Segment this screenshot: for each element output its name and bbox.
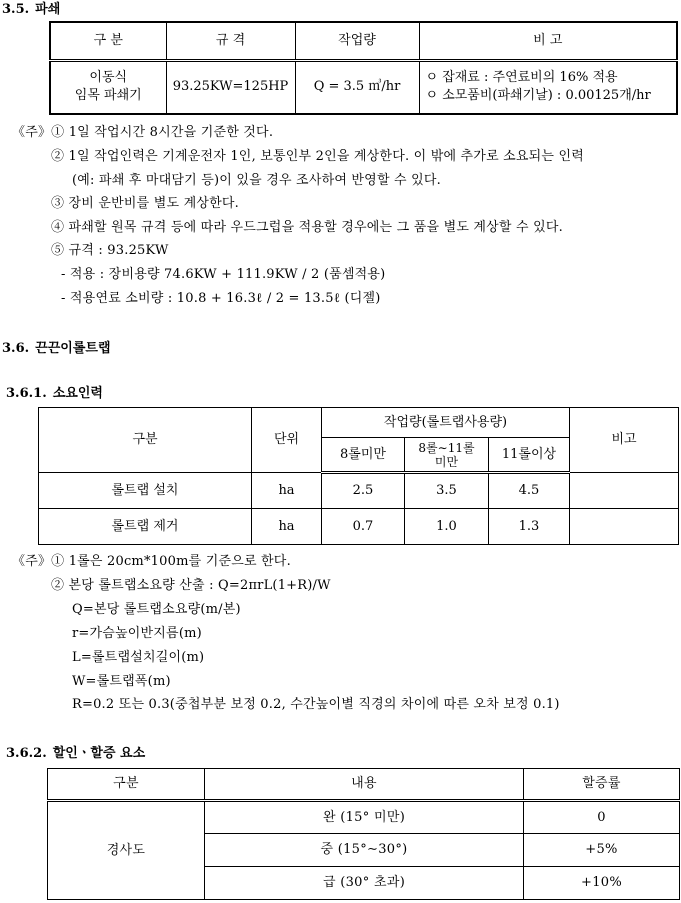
note-3-6-1-2: ② 본당 롤트랩소요량 산출 : Q=2πrL(1+R)/W — [51, 578, 331, 593]
row-unit: ha — [252, 509, 322, 545]
note-3-5-5-apply: - 적용 : 장비용량 74.6KW + 111.9KW / 2 (품셈적용) — [61, 267, 386, 282]
header-content: 내용 — [205, 769, 524, 801]
section-title: 할인ㆍ할증 요소 — [52, 746, 146, 761]
type-line-1: 이동식 — [89, 70, 128, 86]
note-3-6-1-r: r=가슴높이반지름(m) — [72, 626, 202, 641]
group-slope: 경사도 — [48, 801, 205, 900]
note-3-5-3: ③ 장비 운반비를 별도 계상한다. — [51, 196, 239, 211]
note-3-6-1-l: L=롤트랩설치길이(m) — [72, 650, 205, 665]
type-line-2: 임목 파쇄기 — [74, 88, 142, 104]
header-unit: 단위 — [252, 408, 322, 473]
row-content: 중 (15°∼30°) — [205, 834, 524, 867]
cell-amount: Q = 3.5 ㎥/hr — [295, 60, 419, 114]
header-type: 구분 — [48, 769, 205, 801]
note-3-6-1-w: W=롤트랩폭(m) — [72, 674, 171, 689]
row-type: 롤트랩 설치 — [39, 473, 252, 509]
row-rate: +5% — [524, 834, 680, 867]
row-rate: 0 — [524, 801, 680, 834]
header-type: 구분 — [39, 408, 252, 473]
row-v3: 4.5 — [489, 473, 570, 509]
section-title: 소요인력 — [52, 386, 103, 401]
table-row — [48, 801, 680, 834]
labor-table — [38, 407, 679, 545]
note-3-5-5-fuel: - 적용연료 소비량 : 10.8 + 16.3ℓ / 2 = 13.5ℓ (디젤) — [61, 291, 381, 306]
note-3-5-2: ② 1일 작업인력은 기계운전자 1인, 보통인부 2인을 계상한다. 이 밖에 추가로 소요되는 인력 — [51, 149, 585, 164]
header-amount: 작업량(롤트랩사용량) — [322, 408, 570, 438]
section-3-6-1-heading — [6, 382, 103, 401]
row-v3: 1.3 — [489, 509, 570, 545]
table-row — [39, 509, 679, 545]
subheader-8-to-11-line-1: 8롤∼11롤 — [418, 440, 475, 455]
header-remark: 비고 — [570, 408, 679, 473]
adjustment-table — [47, 768, 680, 900]
table-row — [39, 473, 679, 509]
note-3-5-2-cont: (예: 파쇄 후 마대담기 등)이 있을 경우 조사하여 반영할 수 있다. — [72, 173, 441, 188]
note-3-6-1-rr: R=0.2 또는 0.3(중첩부분 보정 0.2, 수간높이별 직경의 차이에 따른 오차 보정 0.1) — [72, 697, 560, 712]
note-3-5-4: ④ 파쇄할 원목 규격 등에 따라 우드그럽을 적용할 경우에는 그 품을 별도 계상할 수 있다. — [51, 220, 563, 235]
section-number: 3.6.1. — [6, 386, 47, 401]
row-content: 급 (30° 초과) — [205, 867, 524, 900]
subheader-8-to-11-line-2: 미만 — [434, 454, 459, 469]
cell-type — [50, 60, 166, 114]
section-3-6-heading — [2, 337, 111, 356]
header-rate: 할증률 — [524, 769, 680, 801]
row-remark — [570, 473, 679, 509]
row-unit: ha — [252, 473, 322, 509]
header-note: 비 고 — [419, 22, 677, 60]
cell-spec: 93.25KW=125HP — [166, 60, 295, 114]
subheader-8-to-11 — [405, 438, 489, 473]
row-type: 롤트랩 제거 — [39, 509, 252, 545]
header-type: 구 분 — [50, 22, 166, 60]
note-line-2: ㅇ 소모품비(파쇄기날) : 0.00125개/hr — [425, 88, 651, 104]
section-number: 3.6. — [2, 341, 30, 356]
row-v1: 0.7 — [322, 509, 405, 545]
row-remark — [570, 509, 679, 545]
cell-note — [419, 60, 677, 114]
section-title: 끈끈이롤트랩 — [35, 341, 111, 356]
subheader-over-11: 11롤이상 — [489, 438, 570, 473]
row-content: 완 (15° 미만) — [205, 801, 524, 834]
section-number: 3.5. — [2, 2, 30, 17]
section-title: 파쇄 — [35, 2, 61, 17]
note-3-5-5: ⑤ 규격 : 93.25KW — [51, 243, 169, 258]
header-amount: 작업량 — [295, 22, 419, 60]
header-spec: 규 격 — [166, 22, 295, 60]
section-number: 3.6.2. — [6, 746, 47, 761]
row-rate: +10% — [524, 867, 680, 900]
row-v1: 2.5 — [322, 473, 405, 509]
subheader-under-8: 8롤미만 — [322, 438, 405, 473]
row-v2: 3.5 — [405, 473, 489, 509]
note-3-6-1-q: Q=본당 롤트랩소요량(m/본) — [72, 602, 241, 617]
note-3-5-1: 《주》① 1일 작업시간 8시간을 기준한 것다. — [12, 125, 274, 140]
section-3-6-2-heading — [6, 742, 145, 761]
note-line-1: ㅇ 잡재료 : 주연료비의 16% 적용 — [425, 70, 618, 86]
note-3-6-1-1: 《주》① 1롤은 20cm*100m를 기준으로 한다. — [12, 554, 291, 569]
section-3-5-heading — [2, 0, 60, 17]
row-v2: 1.0 — [405, 509, 489, 545]
crusher-spec-table — [49, 21, 678, 115]
